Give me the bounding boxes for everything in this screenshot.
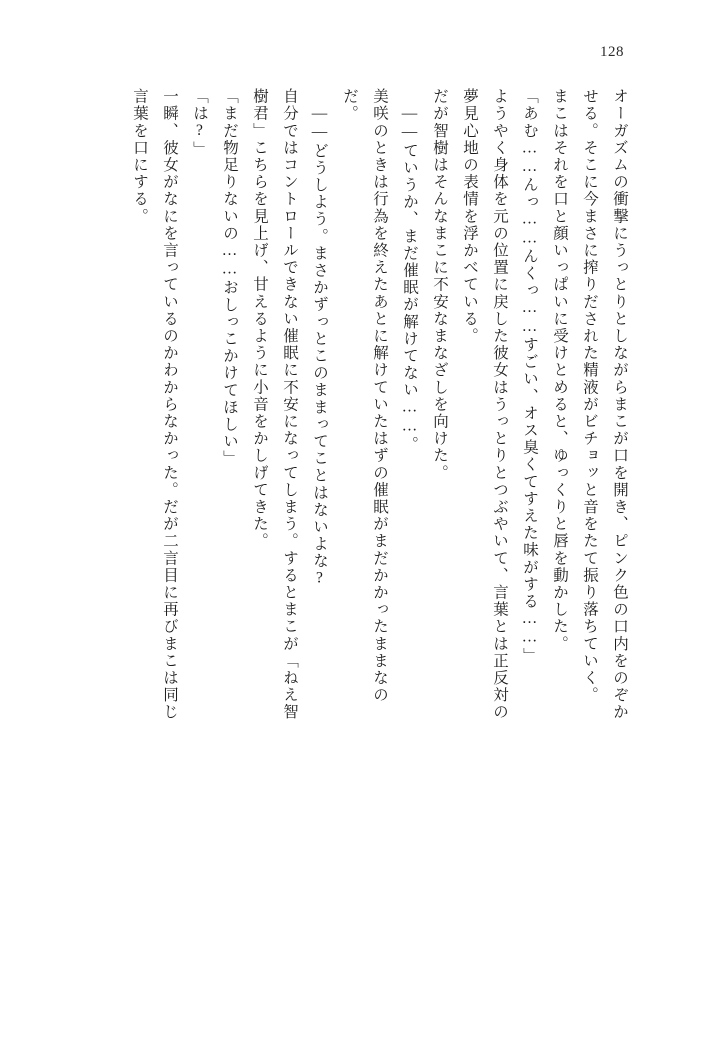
- body-text-block: [78, 88, 634, 976]
- text-line: 言葉を口にする。: [131, 88, 148, 225]
- text-line: ようやく身体を元の位置に戻した彼女はうっとりとつぶやいて、言葉とは正反対の: [491, 88, 508, 721]
- text-line: 「は?」: [191, 88, 208, 158]
- text-line: 一瞬、彼女がなにを言っているのかわからなかった。だが二言目に再びまこは同じ: [161, 88, 178, 721]
- page-number: 128: [600, 44, 624, 60]
- text-line: オーガズムの衝撃にうっとりとしながらまこが口を開き、ピンク色の口内をのぞか: [611, 88, 628, 721]
- text-line: だが智樹はそんなまこに不安なまなざしを向けた。: [431, 88, 448, 482]
- text-line: だ。: [341, 88, 358, 123]
- text-line: 夢見心地の表情を浮かべている。: [461, 88, 478, 345]
- text-line: 「まだ物足りないの……おしっこかけてほしい」: [221, 88, 238, 468]
- text-line: せる。そこに今まさに搾りだされた精液がビチョッと音をたて振り落ちていく。: [581, 88, 598, 704]
- text-line: 樹君」こちらを見上げ、甘えるように小音をかしげてきた。: [251, 88, 268, 550]
- text-line: ――ていうか、まだ催眠が解けてない……。: [401, 105, 418, 453]
- text-line: 「あむ……んっ……んくっ……すごい、オス臭くてすえた味がする……」: [521, 88, 538, 665]
- text-line: 自分ではコントロールできない催眠に不安になってしまう。するとまこが「ねえ智: [281, 88, 298, 721]
- text-line: 美咲のときは行為を終えたあとに解けていたはずの催眠がまだかかったままなの: [371, 88, 388, 704]
- text-line: まこはそれを口と顔いっぱいに受けとめると、ゆっくりと唇を動かした。: [551, 88, 568, 653]
- text-line: ――どうしよう。まさかずっとこのままってことはないよな?: [311, 105, 328, 589]
